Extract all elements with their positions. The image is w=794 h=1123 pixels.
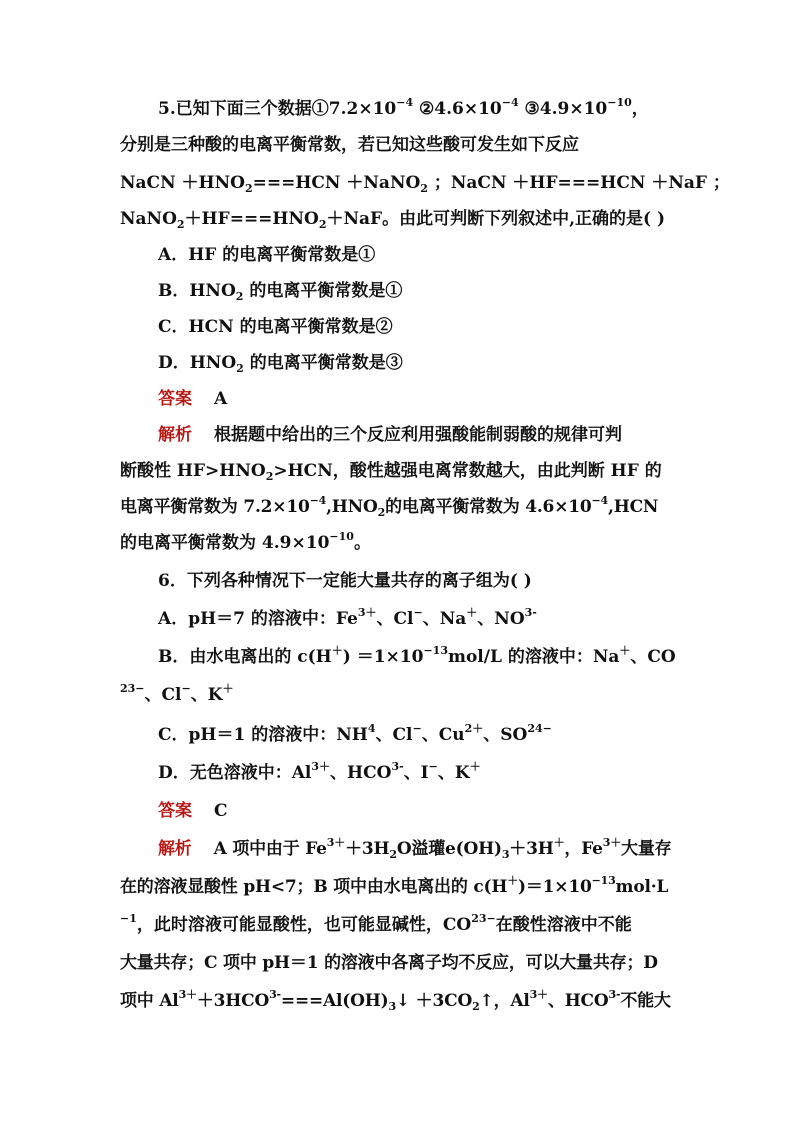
q6-analysis-line-3: $^{-1}$，此时溶液可能显酸性，也可能显碱性，$CO^{23-}$在酸性溶液中不能 <box>120 912 632 935</box>
q6-option-d: D．无色溶液中：$Al^{3+}$、$HCO^{3-}$、I−、K＋ <box>158 760 481 783</box>
q6-answer: 答案 C <box>158 801 228 821</box>
q6-option-c: C．pH＝1 的溶液中：$NH^4$、Cl−、$Cu^{2+}$、$SO^{24-}$ <box>158 722 552 745</box>
q6-option-b-line-1: B．由水电离出的 $c(H^+) =1\times 10^{-13}mol/L$ 的溶液中：Na＋、CO <box>158 644 676 667</box>
answer-label: 答案 <box>158 389 192 409</box>
q6-analysis-line-4: 大量共存；C 项中 pH＝1 的溶液中各离子均不反应，可以大量共存；D <box>120 953 658 973</box>
q6-option-a: A．pH＝7 的溶液中：$Fe^{3+}$、Cl−、Na＋、$NO^{3-}$ <box>158 606 537 629</box>
q6-analysis-line-1: 解析 A 项中由于 $Fe^{3+}+3H_2O$溢瓘$e(OH)_3+3H^+$，$Fe^{3+}$大量存 <box>158 836 672 861</box>
answer-label: 答案 <box>158 801 192 821</box>
q6-option-b-line-2: $^{23-}$、Cl−、K＋ <box>120 682 234 705</box>
q5-reaction-line-1: NaCN $+HNO_2===HCN$ ＋NaNO$_2$ ；NaCN ＋HF===HCN ＋NaF ； <box>120 173 730 195</box>
q5-analysis-line-2: 断酸性 $HF>HNO_2>HCN$，酸性越强电离常数越大，由此判断 HF 的 <box>120 461 662 483</box>
analysis-label: 解析 <box>158 839 192 859</box>
q5-stem-line-1: 5.已知下面三个数据$①7.2\times 10^{-4}$ $②4.6\times 10^{-4}$ $③4.9\times 10^{-10}$， <box>158 96 649 119</box>
analysis-label: 解析 <box>158 425 192 445</box>
q5-option-d: D．$HNO_2$ 的电离平衡常数是③ <box>158 353 403 375</box>
q5-stem-line-2: 分别是三种酸的电离平衡常数，若已知这些酸可发生如下反应 <box>120 135 579 155</box>
q6-analysis-line-5: 项中 $Al^{3+}+3HCO^{3-}===Al(OH)_3↓$ $+3CO_2↑$，$Al^{3+}$、$HCO^{3-}$不能大 <box>120 988 671 1013</box>
q5-reaction-line-2: $NaNO_2+HF===HNO_2+NaF$。由此可判断下列叙述中,正确的是( ) <box>120 209 666 231</box>
q5-analysis-line-3: 电离平衡常数为 $7.2\times 10^{-4},HNO_2$的电离平衡常数为 $4.6\times 10^{-4},HCN$ <box>120 494 659 519</box>
q5-analysis-line-1: 解析 根据题中给出的三个反应利用强酸能制弱酸的规律可判 <box>158 425 622 445</box>
q6-analysis-line-2: 在的溶液显酸性 pH<7；B 项中由水电离出的 $c(H^+)=1\times 10^{-13}mol\cdot L$ <box>120 874 669 897</box>
q5-analysis-line-4: 的电离平衡常数为 $4.9\times 10^{-10}$。 <box>120 530 371 553</box>
q5-option-a: A．HF 的电离平衡常数是① <box>158 245 376 265</box>
q5-option-b: B．$HNO_2$ 的电离平衡常数是① <box>158 281 403 303</box>
q5-answer: 答案 A <box>158 389 228 409</box>
q5-option-c: C．HCN 的电离平衡常数是② <box>158 317 393 337</box>
q6-stem: 6．下列各种情况下一定能大量共存的离子组为( ) <box>158 571 532 591</box>
